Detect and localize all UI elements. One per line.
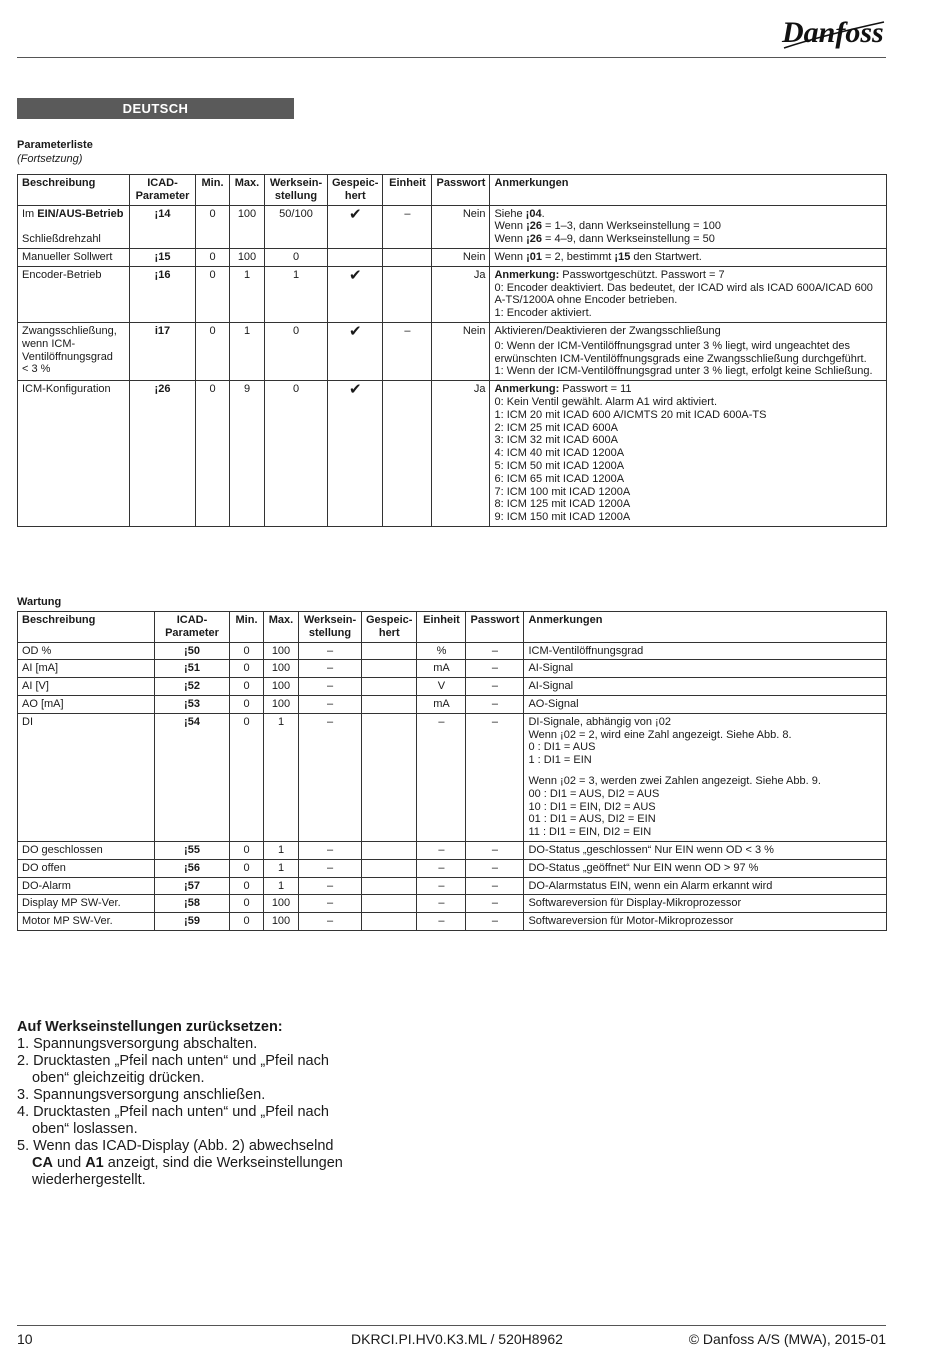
reset-step: 4. Drucktasten „Pfeil nach unten“ und „Pfeil nach oben“ loslassen. xyxy=(17,1104,329,1137)
row-param: ¡56 xyxy=(155,859,230,877)
row-desc: Motor MP SW-Ver. xyxy=(18,913,155,931)
table-row xyxy=(18,322,887,380)
table-row xyxy=(18,841,887,859)
col-max: Max. xyxy=(230,175,265,206)
row-desc: ICM-Konfiguration xyxy=(18,381,130,527)
reset-step: 3. Spannungsversorgung anschließen. xyxy=(17,1087,266,1103)
col-werkseinstellung: Werksein- stellung xyxy=(265,175,328,206)
header-divider xyxy=(17,57,886,58)
table-row xyxy=(18,248,887,266)
row-param: ¡55 xyxy=(155,841,230,859)
danfoss-logo xyxy=(780,8,888,59)
row-default: – xyxy=(299,877,362,895)
col-anmerkungen: Anmerkungen xyxy=(490,175,887,206)
row-max: 100 xyxy=(264,678,299,696)
row-saved xyxy=(362,660,417,678)
row-desc: DO-Alarm xyxy=(18,877,155,895)
reset-step: 5. Wenn das ICAD-Display (Abb. 2) abwechselnd CA und A1 anzeigt, sind die Werkseinstellungen wiederhergestellt. xyxy=(17,1138,343,1188)
row-unit: % xyxy=(417,642,466,660)
row-param: ¡52 xyxy=(155,678,230,696)
row-notes xyxy=(524,859,887,877)
note-line: 01 : DI1 = AUS, DI2 = EIN xyxy=(528,813,656,826)
row-notes xyxy=(524,642,887,660)
row-saved xyxy=(362,678,417,696)
check-icon: ✔ xyxy=(328,381,383,527)
section-title-parameterliste: Parameterliste xyxy=(17,139,93,151)
table-header-row xyxy=(18,175,887,206)
row-min: 0 xyxy=(230,877,264,895)
row-desc: Zwangsschließung, wenn ICM- Ventilöffnungsgrad < 3 % xyxy=(18,322,130,380)
row-notes: Aktivieren/Deaktivieren der Zwangsschließung 0: Wenn der ICM-Ventilöffnungsgrad unter 3 % liegt, wird ungeachtet des erwünschten ICM-Ventilöffnungsgrads eine Zwangsschließung durchgeführt. 1: Wenn der ICM-Ventilöffnungsgrad unter 3 % liegt, erfolgt keine Schließung. xyxy=(490,322,887,380)
row-password: Nein xyxy=(432,205,490,248)
col-einheit: Einheit xyxy=(417,612,466,643)
col-max: Max. xyxy=(264,612,299,643)
row-max: 100 xyxy=(264,642,299,660)
row-password: Ja xyxy=(432,381,490,527)
row-unit: – xyxy=(417,841,466,859)
row-default: 0 xyxy=(265,322,328,380)
reset-title: Auf Werkseinstellungen zurücksetzen: xyxy=(17,1019,283,1035)
row-max: 100 xyxy=(264,695,299,713)
row-password: – xyxy=(466,895,524,913)
row-default: 50/100 xyxy=(265,205,328,248)
note-line: DO-Status „geschlossen“ Nur EIN wenn OD < 3 % xyxy=(528,843,774,856)
row-notes: Anmerkung: Passwort = 11 0: Kein Ventil gewählt. Alarm A1 wird aktiviert. 1: ICM 20 mit ICAD 600 A/ICMTS 20 mit ICAD 600A-TS 2: ICM 25 mit ICAD 600A 3: ICM 32 mit ICAD 600A 4: ICM 40 mit ICAD 1200A 5: ICM 50 mit ICAD 1200A 6: ICM 65 mit ICAD 1200A 7: ICM 100 mit ICAD 1200A 8: ICM 125 mit ICAD 1200A 9: ICM 150 mit ICAD 1200A xyxy=(490,381,887,527)
note-line: DI-Signale, abhängig von ¡02 xyxy=(528,715,671,728)
row-desc: Manueller Sollwert xyxy=(18,248,130,266)
col-anmerkungen: Anmerkungen xyxy=(524,612,887,643)
row-max: 1 xyxy=(230,266,265,322)
row-notes xyxy=(524,895,887,913)
row-max: 100 xyxy=(264,660,299,678)
note-line: ICM-Ventilöffnungsgrad xyxy=(528,644,644,657)
row-default: – xyxy=(299,713,362,841)
row-min: 0 xyxy=(230,642,264,660)
row-saved xyxy=(362,713,417,841)
row-min: 0 xyxy=(230,841,264,859)
note-line: Wenn ¡02 = 3, werden zwei Zahlen angezeigt. Siehe Abb. 9. xyxy=(528,774,821,787)
row-desc: DI xyxy=(18,713,155,841)
table-row xyxy=(18,695,887,713)
table-row xyxy=(18,205,887,248)
col-einheit: Einheit xyxy=(383,175,432,206)
row-desc: Display MP SW-Ver. xyxy=(18,895,155,913)
row-notes: Anmerkung: Passwortgeschützt. Passwort = 7 0: Encoder deaktiviert. Das bedeutet, der ICAD wird als ICAD 600A/ICAD 600 A-TS/1200A ohne Encoder betrieben. 1: Encoder aktiviert. xyxy=(490,266,887,322)
row-max: 1 xyxy=(264,877,299,895)
row-default: 0 xyxy=(265,248,328,266)
row-desc: Im EIN/AUS-Betrieb Schließdrehzahl xyxy=(18,205,130,248)
row-min: 0 xyxy=(230,713,264,841)
row-param: ¡14 xyxy=(130,205,196,248)
note-line: AO-Signal xyxy=(528,697,579,710)
table-row xyxy=(18,877,887,895)
row-notes xyxy=(524,913,887,931)
row-min: 0 xyxy=(196,381,230,527)
row-max: 1 xyxy=(264,713,299,841)
table-row xyxy=(18,713,887,841)
maintenance-table xyxy=(17,611,887,931)
row-max: 1 xyxy=(264,859,299,877)
parameter-table xyxy=(17,174,887,527)
row-notes xyxy=(524,695,887,713)
footer-divider xyxy=(17,1325,886,1326)
row-default: 1 xyxy=(265,266,328,322)
col-passwort: Passwort xyxy=(466,612,524,643)
row-min: 0 xyxy=(196,266,230,322)
row-desc: OD % xyxy=(18,642,155,660)
row-param: ¡58 xyxy=(155,895,230,913)
row-password: – xyxy=(466,678,524,696)
row-max: 1 xyxy=(230,322,265,380)
row-unit: – xyxy=(383,205,432,248)
row-desc: AI [mA] xyxy=(18,660,155,678)
note-line: AI-Signal xyxy=(528,662,574,675)
row-default: – xyxy=(299,913,362,931)
reset-step: 1. Spannungsversorgung abschalten. xyxy=(17,1036,258,1052)
row-max: 100 xyxy=(264,895,299,913)
row-saved xyxy=(362,877,417,895)
section-subtitle: (Fortsetzung) xyxy=(17,153,83,165)
row-default: – xyxy=(299,642,362,660)
row-saved xyxy=(328,248,383,266)
row-min: 0 xyxy=(230,859,264,877)
note-spacer xyxy=(528,767,882,775)
row-min: 0 xyxy=(196,248,230,266)
reset-instructions xyxy=(17,1019,357,1189)
col-min: Min. xyxy=(196,175,230,206)
row-default: – xyxy=(299,660,362,678)
note-line: 11 : DI1 = EIN, DI2 = EIN xyxy=(528,826,652,839)
row-max: 9 xyxy=(230,381,265,527)
note-line: 00 : DI1 = AUS, DI2 = AUS xyxy=(528,787,660,800)
row-unit: – xyxy=(417,859,466,877)
section-title-wartung: Wartung xyxy=(17,596,62,608)
row-unit: V xyxy=(417,678,466,696)
row-param: i17 xyxy=(130,322,196,380)
note-line: Softwareversion für Display-Mikroprozessor xyxy=(528,897,742,910)
row-password: Nein xyxy=(432,248,490,266)
row-default: 0 xyxy=(265,381,328,527)
col-beschreibung: Beschreibung xyxy=(18,175,130,206)
row-password: – xyxy=(466,713,524,841)
row-notes xyxy=(524,713,887,841)
col-gespeichert: Gespeic- hert xyxy=(362,612,417,643)
page-number: 10 xyxy=(17,1331,33,1347)
check-icon: ✔ xyxy=(328,205,383,248)
row-default: – xyxy=(299,859,362,877)
table-row xyxy=(18,859,887,877)
row-desc: DO geschlossen xyxy=(18,841,155,859)
row-min: 0 xyxy=(230,913,264,931)
table-row xyxy=(18,381,887,527)
row-password: – xyxy=(466,695,524,713)
row-unit xyxy=(383,248,432,266)
row-min: 0 xyxy=(230,660,264,678)
row-param: ¡53 xyxy=(155,695,230,713)
row-unit: – xyxy=(417,713,466,841)
note-line: Wenn ¡02 = 2, wird eine Zahl angezeigt. Siehe Abb. 8. xyxy=(528,728,792,741)
row-password: – xyxy=(466,841,524,859)
row-param: ¡16 xyxy=(130,266,196,322)
row-unit: – xyxy=(417,913,466,931)
row-param: ¡51 xyxy=(155,660,230,678)
row-unit: – xyxy=(383,322,432,380)
row-saved xyxy=(362,841,417,859)
row-notes xyxy=(524,841,887,859)
logo-text: Danfoss xyxy=(782,16,884,49)
row-min: 0 xyxy=(230,895,264,913)
row-password: Ja xyxy=(432,266,490,322)
row-default: – xyxy=(299,841,362,859)
row-saved xyxy=(362,695,417,713)
row-saved xyxy=(362,859,417,877)
table-row xyxy=(18,895,887,913)
row-param: ¡50 xyxy=(155,642,230,660)
doc-code: DKRCI.PI.HV0.K3.ML / 520H8962 xyxy=(351,1331,563,1347)
row-password: – xyxy=(466,859,524,877)
row-saved xyxy=(362,913,417,931)
row-max: 100 xyxy=(230,248,265,266)
row-default: – xyxy=(299,678,362,696)
row-unit: – xyxy=(417,877,466,895)
row-unit xyxy=(383,266,432,322)
row-unit: mA xyxy=(417,695,466,713)
row-password: – xyxy=(466,642,524,660)
row-default: – xyxy=(299,695,362,713)
row-param: ¡57 xyxy=(155,877,230,895)
row-unit: mA xyxy=(417,660,466,678)
col-icad-parameter: ICAD- Parameter xyxy=(130,175,196,206)
row-min: 0 xyxy=(196,205,230,248)
col-gespeichert: Gespeic- hert xyxy=(328,175,383,206)
col-beschreibung: Beschreibung xyxy=(18,612,155,643)
table-row xyxy=(18,266,887,322)
row-desc: AO [mA] xyxy=(18,695,155,713)
table-row xyxy=(18,678,887,696)
row-min: 0 xyxy=(230,678,264,696)
row-unit xyxy=(383,381,432,527)
row-desc: DO offen xyxy=(18,859,155,877)
check-icon: ✔ xyxy=(328,322,383,380)
row-password: – xyxy=(466,660,524,678)
col-icad-parameter: ICAD- Parameter xyxy=(155,612,230,643)
table-row xyxy=(18,913,887,931)
language-banner: DEUTSCH xyxy=(17,98,294,119)
copyright: © Danfoss A/S (MWA), 2015-01 xyxy=(688,1331,886,1347)
row-desc: Encoder-Betrieb xyxy=(18,266,130,322)
row-param: ¡15 xyxy=(130,248,196,266)
row-min: 0 xyxy=(230,695,264,713)
row-password: – xyxy=(466,877,524,895)
row-notes xyxy=(524,678,887,696)
row-desc: AI [V] xyxy=(18,678,155,696)
row-max: 1 xyxy=(264,841,299,859)
row-param: ¡26 xyxy=(130,381,196,527)
row-param: ¡59 xyxy=(155,913,230,931)
table-header-row xyxy=(18,612,887,643)
row-saved xyxy=(362,642,417,660)
row-notes: Wenn ¡01 = 2, bestimmt ¡15 den Startwert. xyxy=(490,248,887,266)
reset-step: 2. Drucktasten „Pfeil nach unten“ und „Pfeil nach oben“ gleichzeitig drücken. xyxy=(17,1053,329,1086)
row-notes: Siehe ¡04. Wenn ¡26 = 1–3, dann Werkseinstellung = 100 Wenn ¡26 = 4–9, dann Werkseinstellung = 50 xyxy=(490,205,887,248)
note-line: 1 : DI1 = EIN xyxy=(528,754,592,767)
row-max: 100 xyxy=(264,913,299,931)
note-line: 0 : DI1 = AUS xyxy=(528,741,596,754)
row-min: 0 xyxy=(196,322,230,380)
row-max: 100 xyxy=(230,205,265,248)
note-line: AI-Signal xyxy=(528,680,574,693)
row-param: ¡54 xyxy=(155,713,230,841)
row-notes xyxy=(524,660,887,678)
row-default: – xyxy=(299,895,362,913)
col-werkseinstellung: Werksein- stellung xyxy=(299,612,362,643)
row-password: Nein xyxy=(432,322,490,380)
note-line: Softwareversion für Motor-Mikroprozessor xyxy=(528,915,734,928)
table-row xyxy=(18,642,887,660)
row-saved xyxy=(362,895,417,913)
note-line: DO-Alarmstatus EIN, wenn ein Alarm erkannt wird xyxy=(528,879,773,892)
col-min: Min. xyxy=(230,612,264,643)
note-line: DO-Status „geöffnet“ Nur EIN wenn OD > 97 % xyxy=(528,861,759,874)
check-icon: ✔ xyxy=(328,266,383,322)
note-line: 10 : DI1 = EIN, DI2 = AUS xyxy=(528,800,656,813)
col-passwort: Passwort xyxy=(432,175,490,206)
row-password: – xyxy=(466,913,524,931)
row-unit: – xyxy=(417,895,466,913)
row-notes xyxy=(524,877,887,895)
table-row xyxy=(18,660,887,678)
